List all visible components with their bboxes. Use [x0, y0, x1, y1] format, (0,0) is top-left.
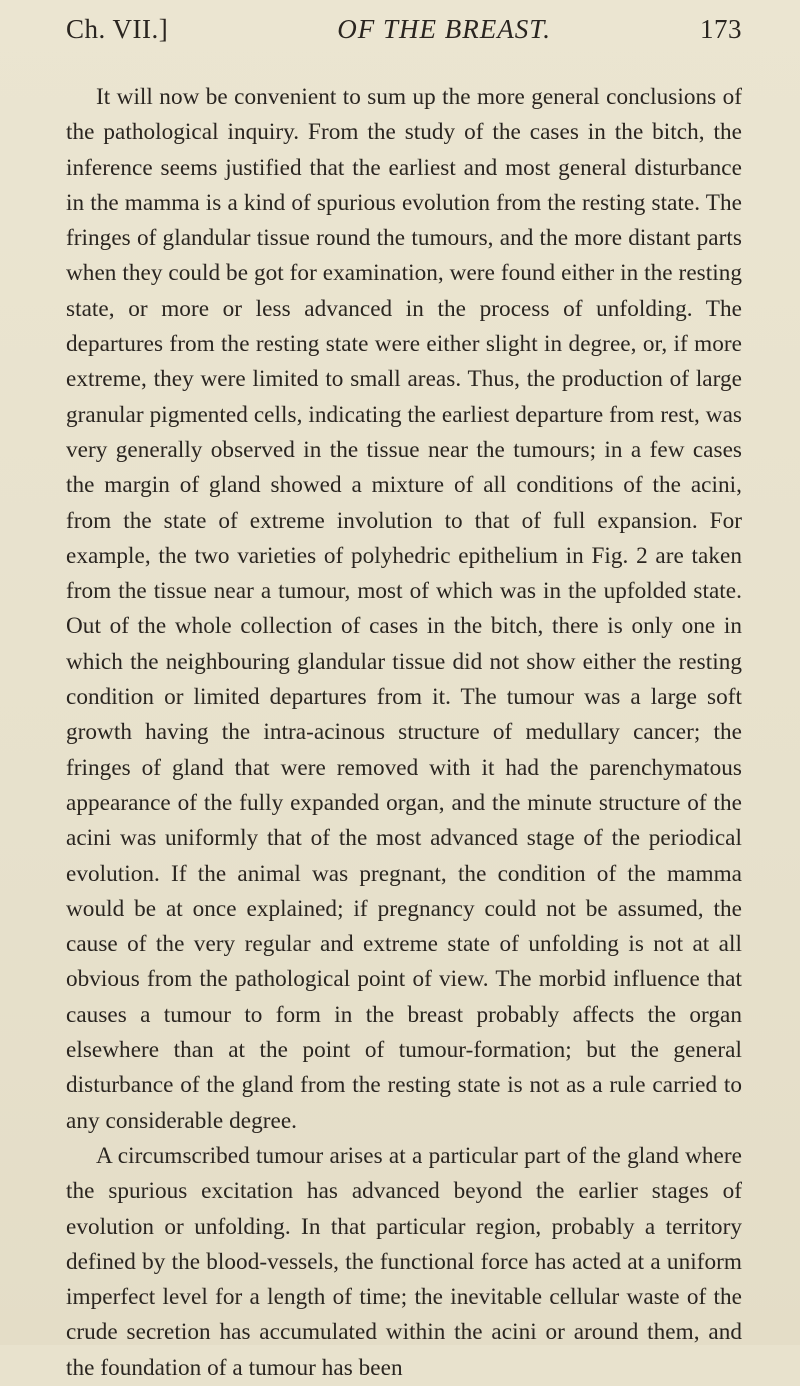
paragraph-2: A circumscribed tumour arises at a particular part of the gland where the spurious excitation has advanced beyond the earlier stages of evolution or unfolding. In that particular region, probably a territory defined by the blood-vessels, the functional force has acted at a uniform imperfect level for a length of time; the inevitable cellular waste of the crude secretion has accumulated within the acini or around them, and the foundation of a tumour has been	[66, 1142, 742, 1381]
running-head	[66, 14, 742, 54]
chapter-label: Ch. VII.]	[66, 14, 169, 44]
running-title: OF THE BREAST.	[337, 14, 551, 44]
paragraph-1: It will now be convenient to sum up the more general conclusions of the pathological inquiry. From the study of the cases in the bitch, the inference seems justified that the earliest and most general disturbance in the mamma is a kind of spurious evolution from the resting state. The fringes of glandular tissue round the tumours, and the more distant parts when they could be got for examination, were found either in the resting state, or more or less advanced in the process of unfolding. The departures from the resting state were either slight in degree, or, if more extreme, they were limited to small areas. Thus, the production of large granular pigmented cells, indicating the earliest departure from rest, was very generally observed in the tissue near the tumours; in a few cases the margin of gland showed a mixture of all conditions of the acini, from the state of extreme involution to that of full expansion. For example, the two varieties of polyhedric epithelium in Fig. 2 are taken from the tissue near a tumour, most of which was in the upfolded state. Out of the whole collection of cases in the bitch, there is only one in which the neighbouring glandular tissue did not show either the resting condition or limited departures from it. The tumour was a large soft growth having the intra-acinous structure of medullary cancer; the fringes of gland that were removed with it had the parenchymatous appearance of the fully expanded organ, and the minute structure of the acini was uniformly that of the most advanced stage of the periodical evolution. If the animal was pregnant, the condition of the mamma would be at once explained; if pregnancy could not be assumed, the cause of the very regular and extreme state of unfolding is not at all obvious from the pathological point of view. The morbid influence that causes a tumour to form in the breast probably affects the organ elsewhere than at the point of tumour-formation; but the general disturbance of the gland from the resting state is not as a rule carried to any considerable degree.	[66, 84, 742, 1134]
body-text	[66, 80, 742, 1386]
page-number: 173	[699, 14, 742, 44]
